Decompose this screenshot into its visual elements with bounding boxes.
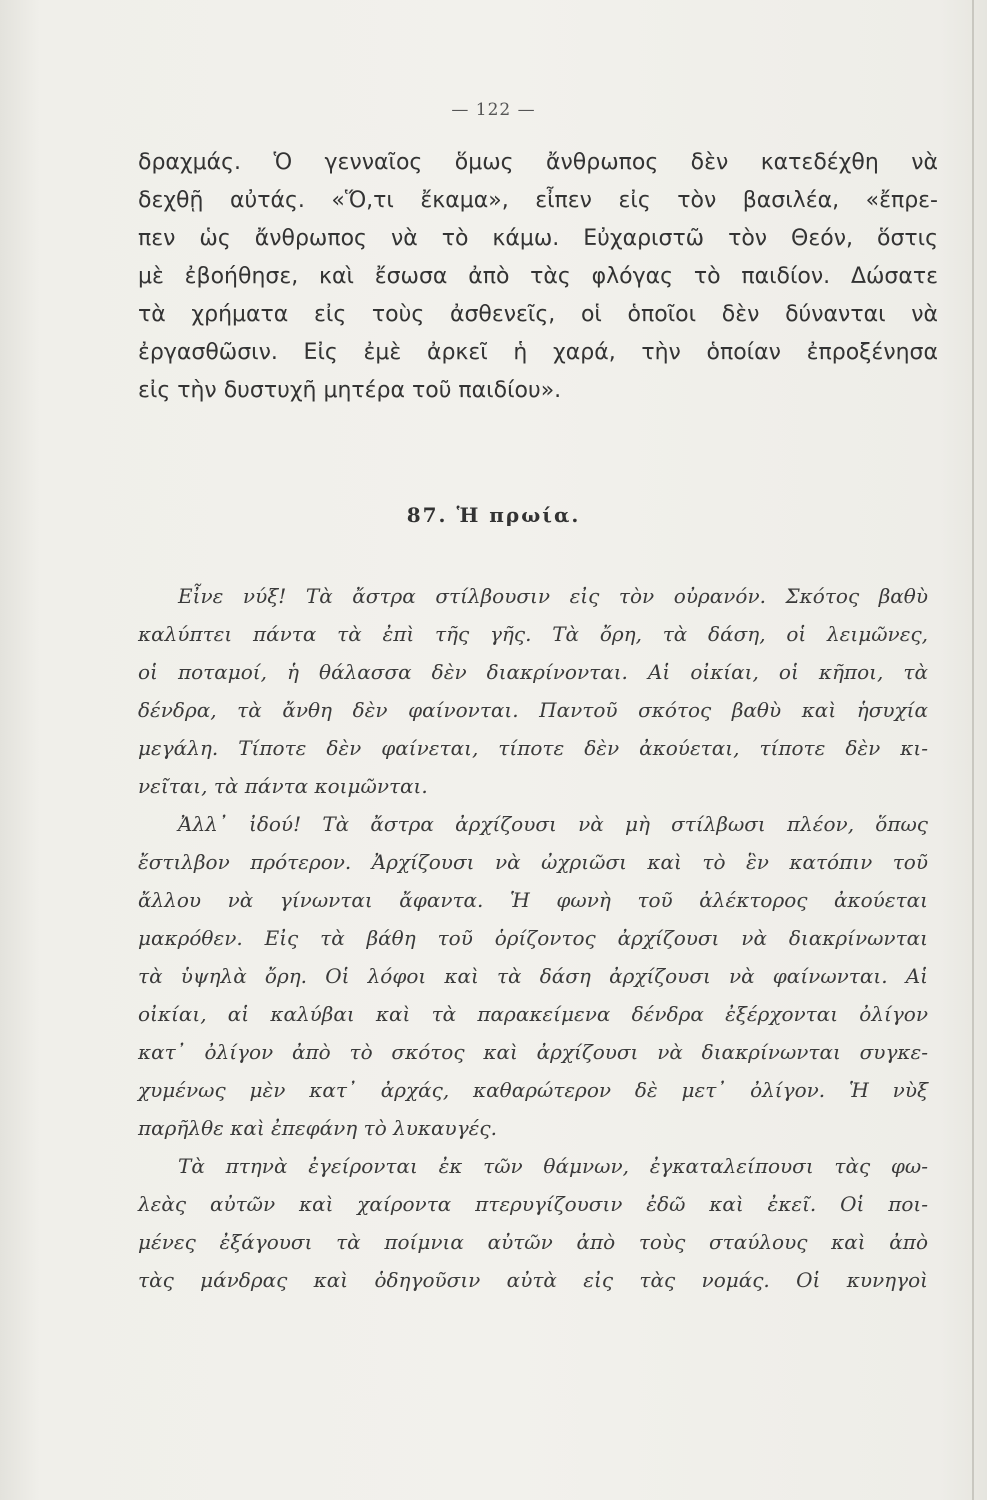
text-line: Εἶνε νύξ! Τὰ ἄστρα στίλβουσιν εἰς τὸν οὐρανόν. Σκότος βαθὺ	[178, 584, 928, 608]
text-line: μεγάλη. Τίποτε δὲν φαίνεται, τίποτε δὲν ἀκούεται, τίποτε δὲν κι-	[138, 736, 928, 760]
text-line: εἰς τὴν δυστυχῆ μητέρα τοῦ παιδίου».	[138, 378, 562, 403]
text-line: οἱ ποταμοί, ἡ θάλασσα δὲν διακρίνονται. Αἱ οἰκίαι, οἱ κῆποι, τὰ	[138, 660, 928, 684]
text-line: δεχθῇ αὐτάς. «Ὅ,τι ἔκαμα», εἶπεν εἰς τὸν βασιλέα, «ἔπρε-	[138, 188, 938, 213]
text-line: λεὰς αὐτῶν καὶ χαίροντα πτερυγίζουσιν ἐδῶ καὶ ἐκεῖ. Οἱ ποι-	[138, 1192, 928, 1216]
text-line: μένες ἐξάγουσι τὰ ποίμνια αὐτῶν ἀπὸ τοὺς σταύλους καὶ ἀπὸ	[138, 1230, 928, 1254]
text-line: δραχμάς. Ὁ γενναῖος ὅμως ἄνθρωπος δὲν κατεδέχθη νὰ	[138, 150, 938, 175]
text-line: μακρόθεν. Εἰς τὰ βάθη τοῦ ὁρίζοντος ἀρχίζουσι νὰ διακρίνωνται	[138, 926, 928, 950]
text-line: παρῆλθε καὶ ἐπεφάνη τὸ λυκαυγές.	[138, 1116, 497, 1140]
text-line: Τὰ πτηνὰ ἐγείρονται ἐκ τῶν θάμνων, ἐγκαταλείπουσι τὰς φω-	[178, 1154, 928, 1178]
page-number: — 122 —	[451, 100, 536, 120]
text-line: ἔστιλβον πρότερον. Ἀρχίζουσι νὰ ὠχριῶσι καὶ τὸ ἓν κατόπιν τοῦ	[138, 850, 928, 874]
text-line: πεν ὡς ἄνθρωπος νὰ τὸ κάμω. Εὐχαριστῶ τὸν Θεόν, ὅστις	[138, 226, 938, 251]
text-line: νεῖται, τὰ πάντα κοιμῶνται.	[138, 774, 428, 798]
section-heading: 87. Ἡ πρωία.	[406, 503, 581, 527]
text-line: κατ᾽ ὀλίγον ἀπὸ τὸ σκότος καὶ ἀρχίζουσι νὰ διακρίνωνται συγκε-	[138, 1040, 928, 1064]
text-line: οἰκίαι, αἱ καλύβαι καὶ τὰ παρακείμενα δένδρα ἐξέρχονται ὀλίγον	[138, 1002, 928, 1026]
text-line: τὰς μάνδρας καὶ ὁδηγοῦσιν αὐτὰ εἰς τὰς νομάς. Οἱ κυνηγοὶ	[138, 1268, 928, 1292]
text-line: Ἀλλ᾽ ἰδού! Τὰ ἄστρα ἀρχίζουσι νὰ μὴ στίλβωσι πλέον, ὅπως	[178, 812, 928, 836]
text-line: τὰ ὑψηλὰ ὄρη. Οἱ λόφοι καὶ τὰ δάση ἀρχίζουσι νὰ φαίνωνται. Αἱ	[138, 964, 928, 988]
text-line: ἐργασθῶσιν. Εἰς ἐμὲ ἀρκεῖ ἡ χαρά, τὴν ὁποίαν ἐπροξένησα	[138, 340, 938, 365]
text-line: τὰ χρήματα εἰς τοὺς ἀσθενεῖς, οἱ ὁποῖοι δὲν δύνανται νὰ	[138, 302, 938, 327]
text-line: δένδρα, τὰ ἄνθη δὲν φαίνονται. Παντοῦ σκότος βαθὺ καὶ ἡσυχία	[138, 698, 928, 722]
page-edge-line	[972, 0, 974, 1500]
text-line: καλύπτει πάντα τὰ ἐπὶ τῆς γῆς. Τὰ ὄρη, τὰ δάση, οἱ λειμῶνες,	[138, 622, 928, 646]
text-line: ἄλλου νὰ γίνωνται ἄφαντα. Ἡ φωνὴ τοῦ ἀλέκτορος ἀκούεται	[138, 888, 928, 912]
text-line: μὲ ἐβοήθησε, καὶ ἔσωσα ἀπὸ τὰς φλόγας τὸ παιδίον. Δώσατε	[138, 264, 938, 289]
text-line: χυμένως μὲν κατ᾽ ἀρχάς, καθαρώτερον δὲ μετ᾽ ὀλίγον. Ἡ νὺξ	[138, 1078, 928, 1102]
